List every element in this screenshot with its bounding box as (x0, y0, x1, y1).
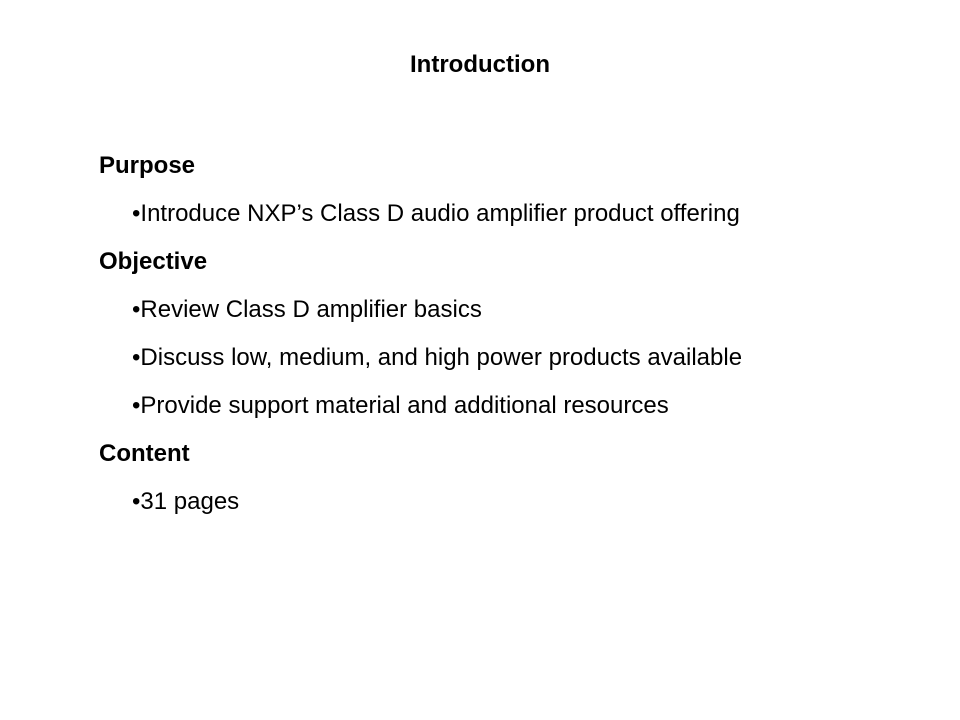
bullet-text: Provide support material and additional resources (140, 392, 669, 419)
bullet-item (99, 487, 919, 517)
bullet-symbol: • (132, 296, 141, 323)
bullet-text: Review Class D amplifier basics (140, 296, 482, 323)
bullet-symbol: • (132, 392, 141, 419)
section-heading-content: Content (99, 440, 190, 467)
bullet-text: Introduce NXP’s Class D audio amplifier product offering (140, 200, 740, 227)
bullet-item (99, 343, 919, 373)
bullet-list-content (99, 487, 919, 517)
bullet-item (99, 199, 919, 229)
bullet-list-objective (99, 295, 919, 421)
bullet-text: 31 pages (140, 488, 240, 515)
section-heading-purpose: Purpose (99, 152, 196, 179)
bullet-item (99, 391, 919, 421)
bullet-item (99, 295, 919, 325)
section-heading-objective: Objective (99, 248, 208, 275)
bullet-list-purpose (99, 199, 919, 229)
bullet-symbol: • (132, 200, 141, 227)
bullet-symbol: • (132, 344, 141, 371)
bullet-symbol: • (132, 488, 141, 515)
section-objective (99, 247, 919, 421)
slide-title: Introduction (410, 51, 550, 78)
slide-content (99, 151, 919, 535)
section-purpose (99, 151, 919, 229)
section-content (99, 439, 919, 517)
bullet-text: Discuss low, medium, and high power products available (140, 344, 743, 371)
